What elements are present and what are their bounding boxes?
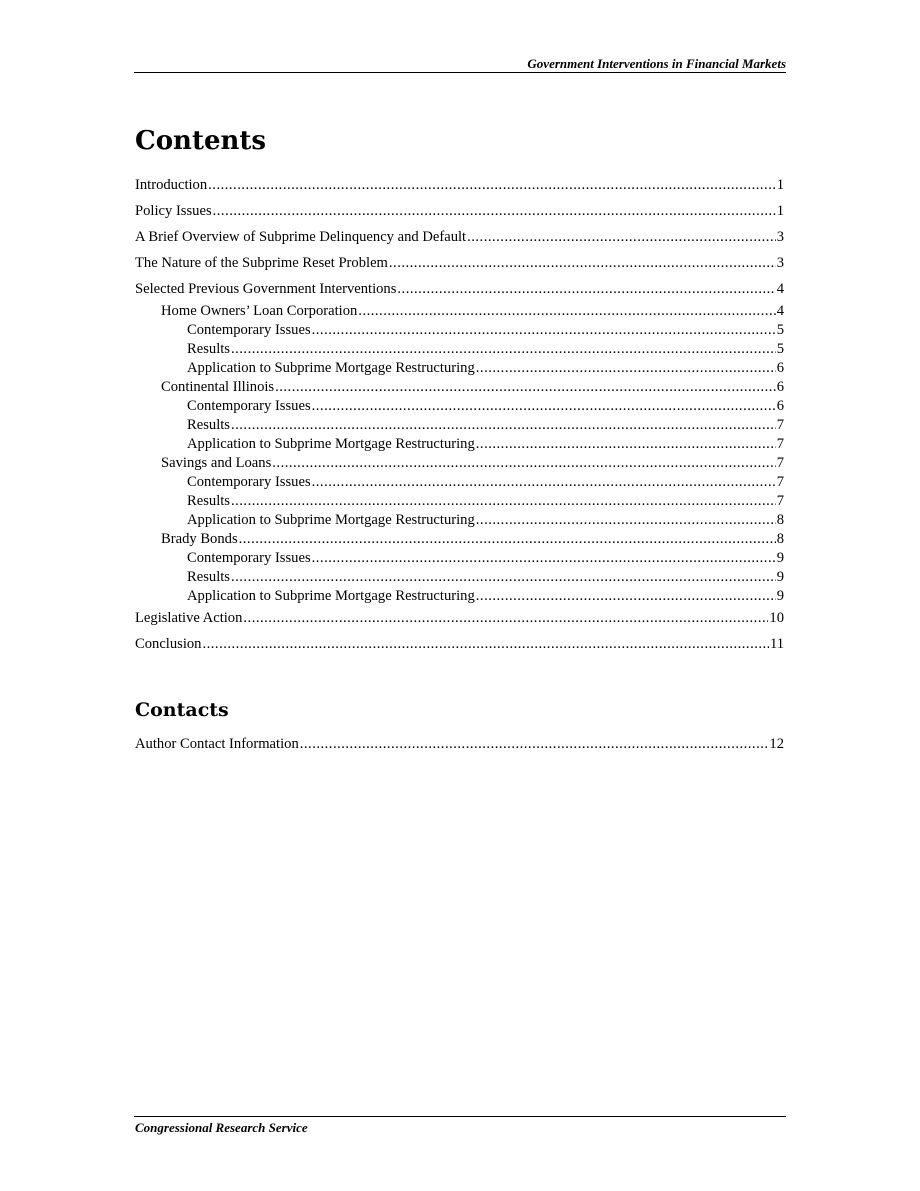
- toc-entry-holc[interactable]: [135, 302, 784, 321]
- toc-entry-label: Contemporary Issues: [187, 398, 311, 414]
- toc-entry-label: Application to Subprime Mortgage Restructuring: [187, 360, 475, 376]
- toc-leader-dots: [312, 321, 776, 340]
- toc-leader-dots: [231, 416, 776, 435]
- toc-entry-continental-illinois[interactable]: [135, 378, 784, 397]
- toc-entry-page: 9: [776, 550, 784, 566]
- toc-entry-page: 9: [776, 588, 784, 604]
- toc-entry-brady-bonds[interactable]: [135, 530, 784, 549]
- toc-entry-reset-problem[interactable]: [135, 254, 784, 280]
- toc-leader-dots: [231, 340, 776, 359]
- toc-entry-label: Policy Issues: [135, 203, 212, 219]
- toc-entry-sl-application[interactable]: [135, 511, 784, 530]
- toc-entry-label: Results: [187, 341, 230, 357]
- toc-entry-page: 12: [769, 736, 784, 752]
- toc-entry-label: Conclusion: [135, 636, 202, 652]
- toc-leader-dots: [358, 302, 775, 321]
- contacts-title: Contacts: [135, 699, 229, 721]
- toc-entry-label: Results: [187, 569, 230, 585]
- toc-entry-bb-results[interactable]: [135, 568, 784, 587]
- toc-entry-page: 3: [776, 255, 784, 271]
- toc-leader-dots: [312, 397, 776, 416]
- toc-entry-page: 6: [776, 398, 784, 414]
- toc-entry-page: 8: [776, 512, 784, 528]
- toc-leader-dots: [208, 176, 776, 195]
- toc-entry-label: Results: [187, 493, 230, 509]
- toc-entry-holc-contemporary[interactable]: [135, 321, 784, 340]
- toc-entry-ci-contemporary[interactable]: [135, 397, 784, 416]
- toc-entry-holc-application[interactable]: [135, 359, 784, 378]
- toc-entry-page: 4: [776, 281, 784, 297]
- toc-entry-page: 1: [776, 203, 784, 219]
- toc-entry-label: Savings and Loans: [161, 455, 272, 471]
- toc-leader-dots: [476, 435, 776, 454]
- contacts-list: [135, 735, 784, 761]
- toc-entry-page: 6: [776, 360, 784, 376]
- toc-entry-page: 4: [776, 303, 784, 319]
- toc-entry-page: 10: [769, 610, 784, 626]
- toc-entry-page: 7: [776, 417, 784, 433]
- toc-entry-page: 5: [776, 341, 784, 357]
- toc-leader-dots: [202, 635, 768, 654]
- toc-entry-brief-overview[interactable]: [135, 228, 784, 254]
- toc-leader-dots: [476, 587, 776, 606]
- toc-leader-dots: [312, 473, 776, 492]
- toc-entry-page: 3: [776, 229, 784, 245]
- toc-entry-label: The Nature of the Subprime Reset Problem: [135, 255, 388, 271]
- toc-leader-dots: [272, 454, 775, 473]
- toc-leader-dots: [476, 511, 776, 530]
- toc-entry-page: 7: [776, 436, 784, 452]
- toc-entry-bb-contemporary[interactable]: [135, 549, 784, 568]
- toc-entry-author-contact[interactable]: [135, 735, 784, 761]
- toc-entry-page: 7: [776, 455, 784, 471]
- toc-leader-dots: [231, 568, 776, 587]
- toc-entry-label: Application to Subprime Mortgage Restructuring: [187, 588, 475, 604]
- toc-leader-dots: [213, 202, 776, 221]
- toc-entry-page: 9: [776, 569, 784, 585]
- toc-leader-dots: [243, 609, 768, 628]
- table-of-contents: [135, 176, 784, 661]
- toc-entry-label: Continental Illinois: [161, 379, 275, 395]
- toc-entry-label: Results: [187, 417, 230, 433]
- toc-entry-label: Contemporary Issues: [187, 550, 311, 566]
- toc-leader-dots: [275, 378, 776, 397]
- toc-entry-savings-and-loans[interactable]: [135, 454, 784, 473]
- toc-leader-dots: [300, 735, 769, 754]
- toc-leader-dots: [312, 549, 776, 568]
- toc-entry-ci-results[interactable]: [135, 416, 784, 435]
- toc-entry-page: 1: [776, 177, 784, 193]
- toc-leader-dots: [239, 530, 776, 549]
- running-header: Government Interventions in Financial Markets: [527, 56, 786, 71]
- toc-entry-label: Application to Subprime Mortgage Restructuring: [187, 512, 475, 528]
- toc-entry-page: 7: [776, 493, 784, 509]
- toc-entry-ci-application[interactable]: [135, 435, 784, 454]
- toc-entry-label: Brady Bonds: [161, 531, 238, 547]
- toc-leader-dots: [467, 228, 776, 247]
- toc-entry-bb-application[interactable]: [135, 587, 784, 609]
- toc-entry-previous-interventions[interactable]: [135, 280, 784, 302]
- toc-entry-label: Legislative Action: [135, 610, 243, 626]
- toc-entry-label: Contemporary Issues: [187, 474, 311, 490]
- toc-entry-label: Contemporary Issues: [187, 322, 311, 338]
- toc-entry-label: Home Owners’ Loan Corporation: [161, 303, 358, 319]
- toc-leader-dots: [231, 492, 776, 511]
- toc-entry-page: 5: [776, 322, 784, 338]
- header-rule: [134, 72, 786, 73]
- toc-entry-label: Author Contact Information: [135, 736, 299, 752]
- toc-leader-dots: [397, 280, 775, 299]
- footer-rule: [134, 1116, 786, 1117]
- toc-entry-label: Introduction: [135, 177, 208, 193]
- toc-leader-dots: [389, 254, 776, 273]
- contents-title: Contents: [135, 126, 267, 156]
- toc-leader-dots: [476, 359, 776, 378]
- toc-entry-page: 6: [776, 379, 784, 395]
- toc-entry-page: 11: [769, 636, 784, 652]
- toc-entry-sl-results[interactable]: [135, 492, 784, 511]
- running-footer: Congressional Research Service: [135, 1120, 308, 1135]
- toc-entry-introduction[interactable]: [135, 176, 784, 202]
- toc-entry-conclusion[interactable]: [135, 635, 784, 661]
- toc-entry-policy-issues[interactable]: [135, 202, 784, 228]
- toc-entry-label: Application to Subprime Mortgage Restructuring: [187, 436, 475, 452]
- toc-entry-label: A Brief Overview of Subprime Delinquency and Default: [135, 229, 467, 245]
- toc-entry-page: 8: [776, 531, 784, 547]
- toc-entry-legislative-action[interactable]: [135, 609, 784, 635]
- toc-entry-label: Selected Previous Government Interventions: [135, 281, 397, 297]
- toc-entry-page: 7: [776, 474, 784, 490]
- toc-entry-holc-results[interactable]: [135, 340, 784, 359]
- toc-entry-sl-contemporary[interactable]: [135, 473, 784, 492]
